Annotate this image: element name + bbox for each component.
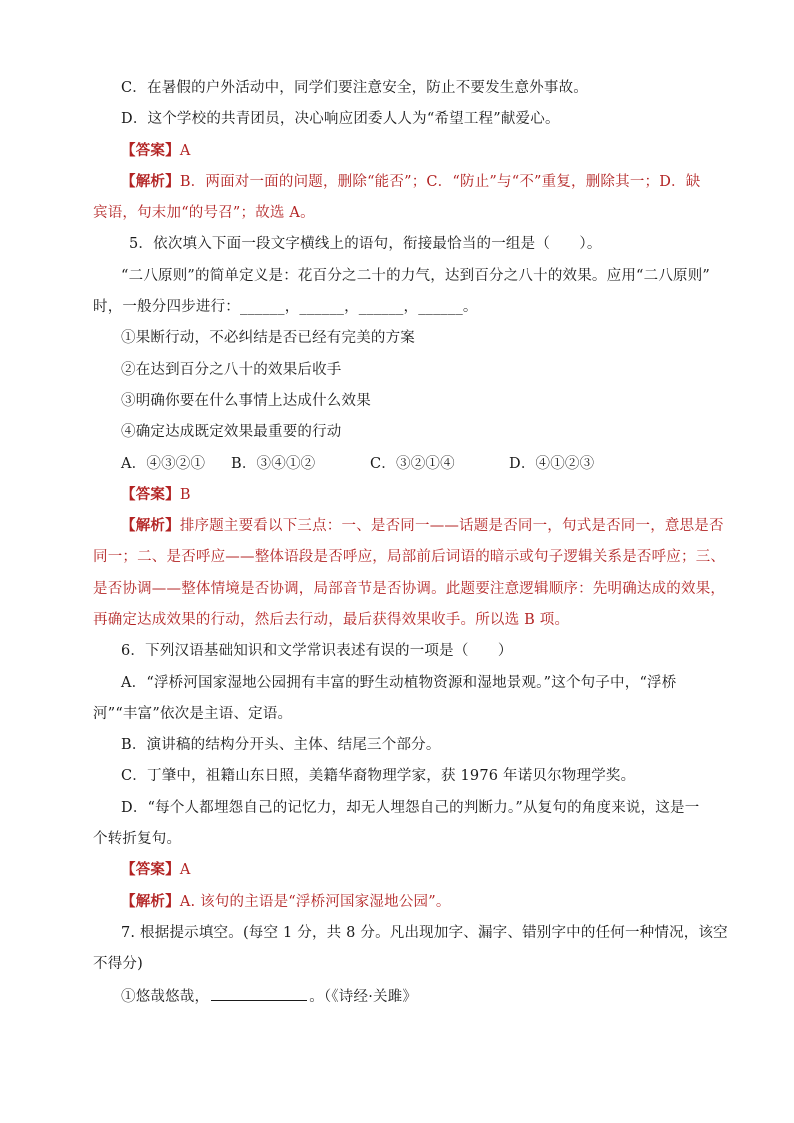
explanation-2-line-4: 再确定达成效果的行动，然后去行动，最后获得效果收手。所以选 B 项。 [93,612,570,628]
explanation-2-line-3: 是否协调——整体情境是否协调，局部音节是否协调。此题要注意逻辑顺序：先明确达成的效果， [93,581,726,597]
question-5-para-1: “二八原则”的简单定义是：花百分之二十的力气，达到百分之八十的效果。应用“二八原则” [121,268,711,284]
question-5: 5．依次填入下面一段文字横线上的语句，衔接最恰当的一组是（ ）。 [129,236,602,252]
explanation-2-line-2: 同一；二、是否呼应——整体语段是否呼应，局部前后词语的暗示或句子逻辑关系是否呼应；三、 [93,549,726,565]
question-5-item-1: ①果断行动，不必纠结是否已经有完美的方案 [121,330,415,346]
answer-1 [121,141,190,161]
answer-3 [121,860,190,880]
answer-tag: 【答案】 [121,861,180,878]
question-7-item-1 [121,986,417,1007]
question-5-item-2: ②在达到百分之八十的效果后收手 [121,362,342,378]
question-7-line-2: 不得分) [93,956,143,972]
question-7-line-1: 7. 根据提示填空。(每空 1 分，共 8 分。凡出现加字、漏字、错别字中的任何一种情况，该空 [121,925,728,941]
option-a: A．④③②① [121,456,206,472]
item-prefix: ①悠哉悠哉， [121,989,210,1005]
explanation-text: A. 该句的主语是“浮桥河国家湿地公园”。 [179,894,451,910]
explanation-tag: 【解析】 [121,517,180,534]
explanation-1-line-2: 宾语，句末加“的号召”；故选 A。 [93,205,315,221]
question-5-para-2: 时，一般分四步进行：______，______，______，______。 [93,299,478,315]
answer-2 [121,485,191,505]
explanation-3-line-1 [121,892,451,912]
explanation-tag: 【解析】 [121,893,180,910]
option-b: B．③④①② [231,456,316,472]
question-6-option-c: C．丁肇中，祖籍山东日照，美籍华裔物理学家，获 1976 年诺贝尔物理学奖。 [121,768,636,784]
question-6-option-b: B．演讲稿的结构分开头、主体、结尾三个部分。 [121,737,441,753]
option-d: D．④①②③ [509,456,595,472]
answer-value: A [179,862,191,878]
fill-blank[interactable] [211,986,307,1001]
explanation-text: B．两面对一面的问题，删除“能否”；C．“防止”与“不”重复，删除其一；D．缺 [179,174,701,190]
answer-tag: 【答案】 [121,142,180,159]
explanation-2-line-1 [121,516,724,536]
question-6-option-a-line-2: 河”“丰富”依次是主语、定语。 [93,706,293,722]
explanation-1-line-1 [121,172,700,192]
explanation-text: 排序题主要看以下三点：一、是否同一——话题是否同一，句式是否同一，意思是否 [179,518,724,534]
option-c-line: C．在暑假的户外活动中，同学们要注意安全，防止不要发生意外事故。 [121,80,588,96]
answer-value: A [179,143,191,159]
question-5-item-4: ④确定达成既定效果最重要的行动 [121,424,342,440]
item-suffix: 。（《诗经·关雎》 [309,989,418,1005]
option-c: C．③②①④ [370,456,455,472]
answer-tag: 【答案】 [121,486,180,503]
question-5-item-3: ③明确你要在什么事情上达成什么效果 [121,393,371,409]
question-6-option-d-line-2: 个转折复句。 [93,831,182,847]
question-6-option-a-line-1: A．“浮桥河国家湿地公园拥有丰富的野生动植物资源和湿地景观。”这个句子中，“浮桥 [121,675,677,691]
question-6-option-d-line-1: D．“每个人都埋怨自己的记忆力，却无人埋怨自己的判断力。”从复句的角度来说，这是一 [121,800,700,816]
answer-value: B [179,487,191,503]
explanation-tag: 【解析】 [121,173,180,190]
question-6: 6．下列汉语基础知识和文学常识表述有误的一项是（ ） [121,643,513,659]
option-d-line: D．这个学校的共青团员，决心响应团委人人为“希望工程”献爱心。 [121,111,560,127]
